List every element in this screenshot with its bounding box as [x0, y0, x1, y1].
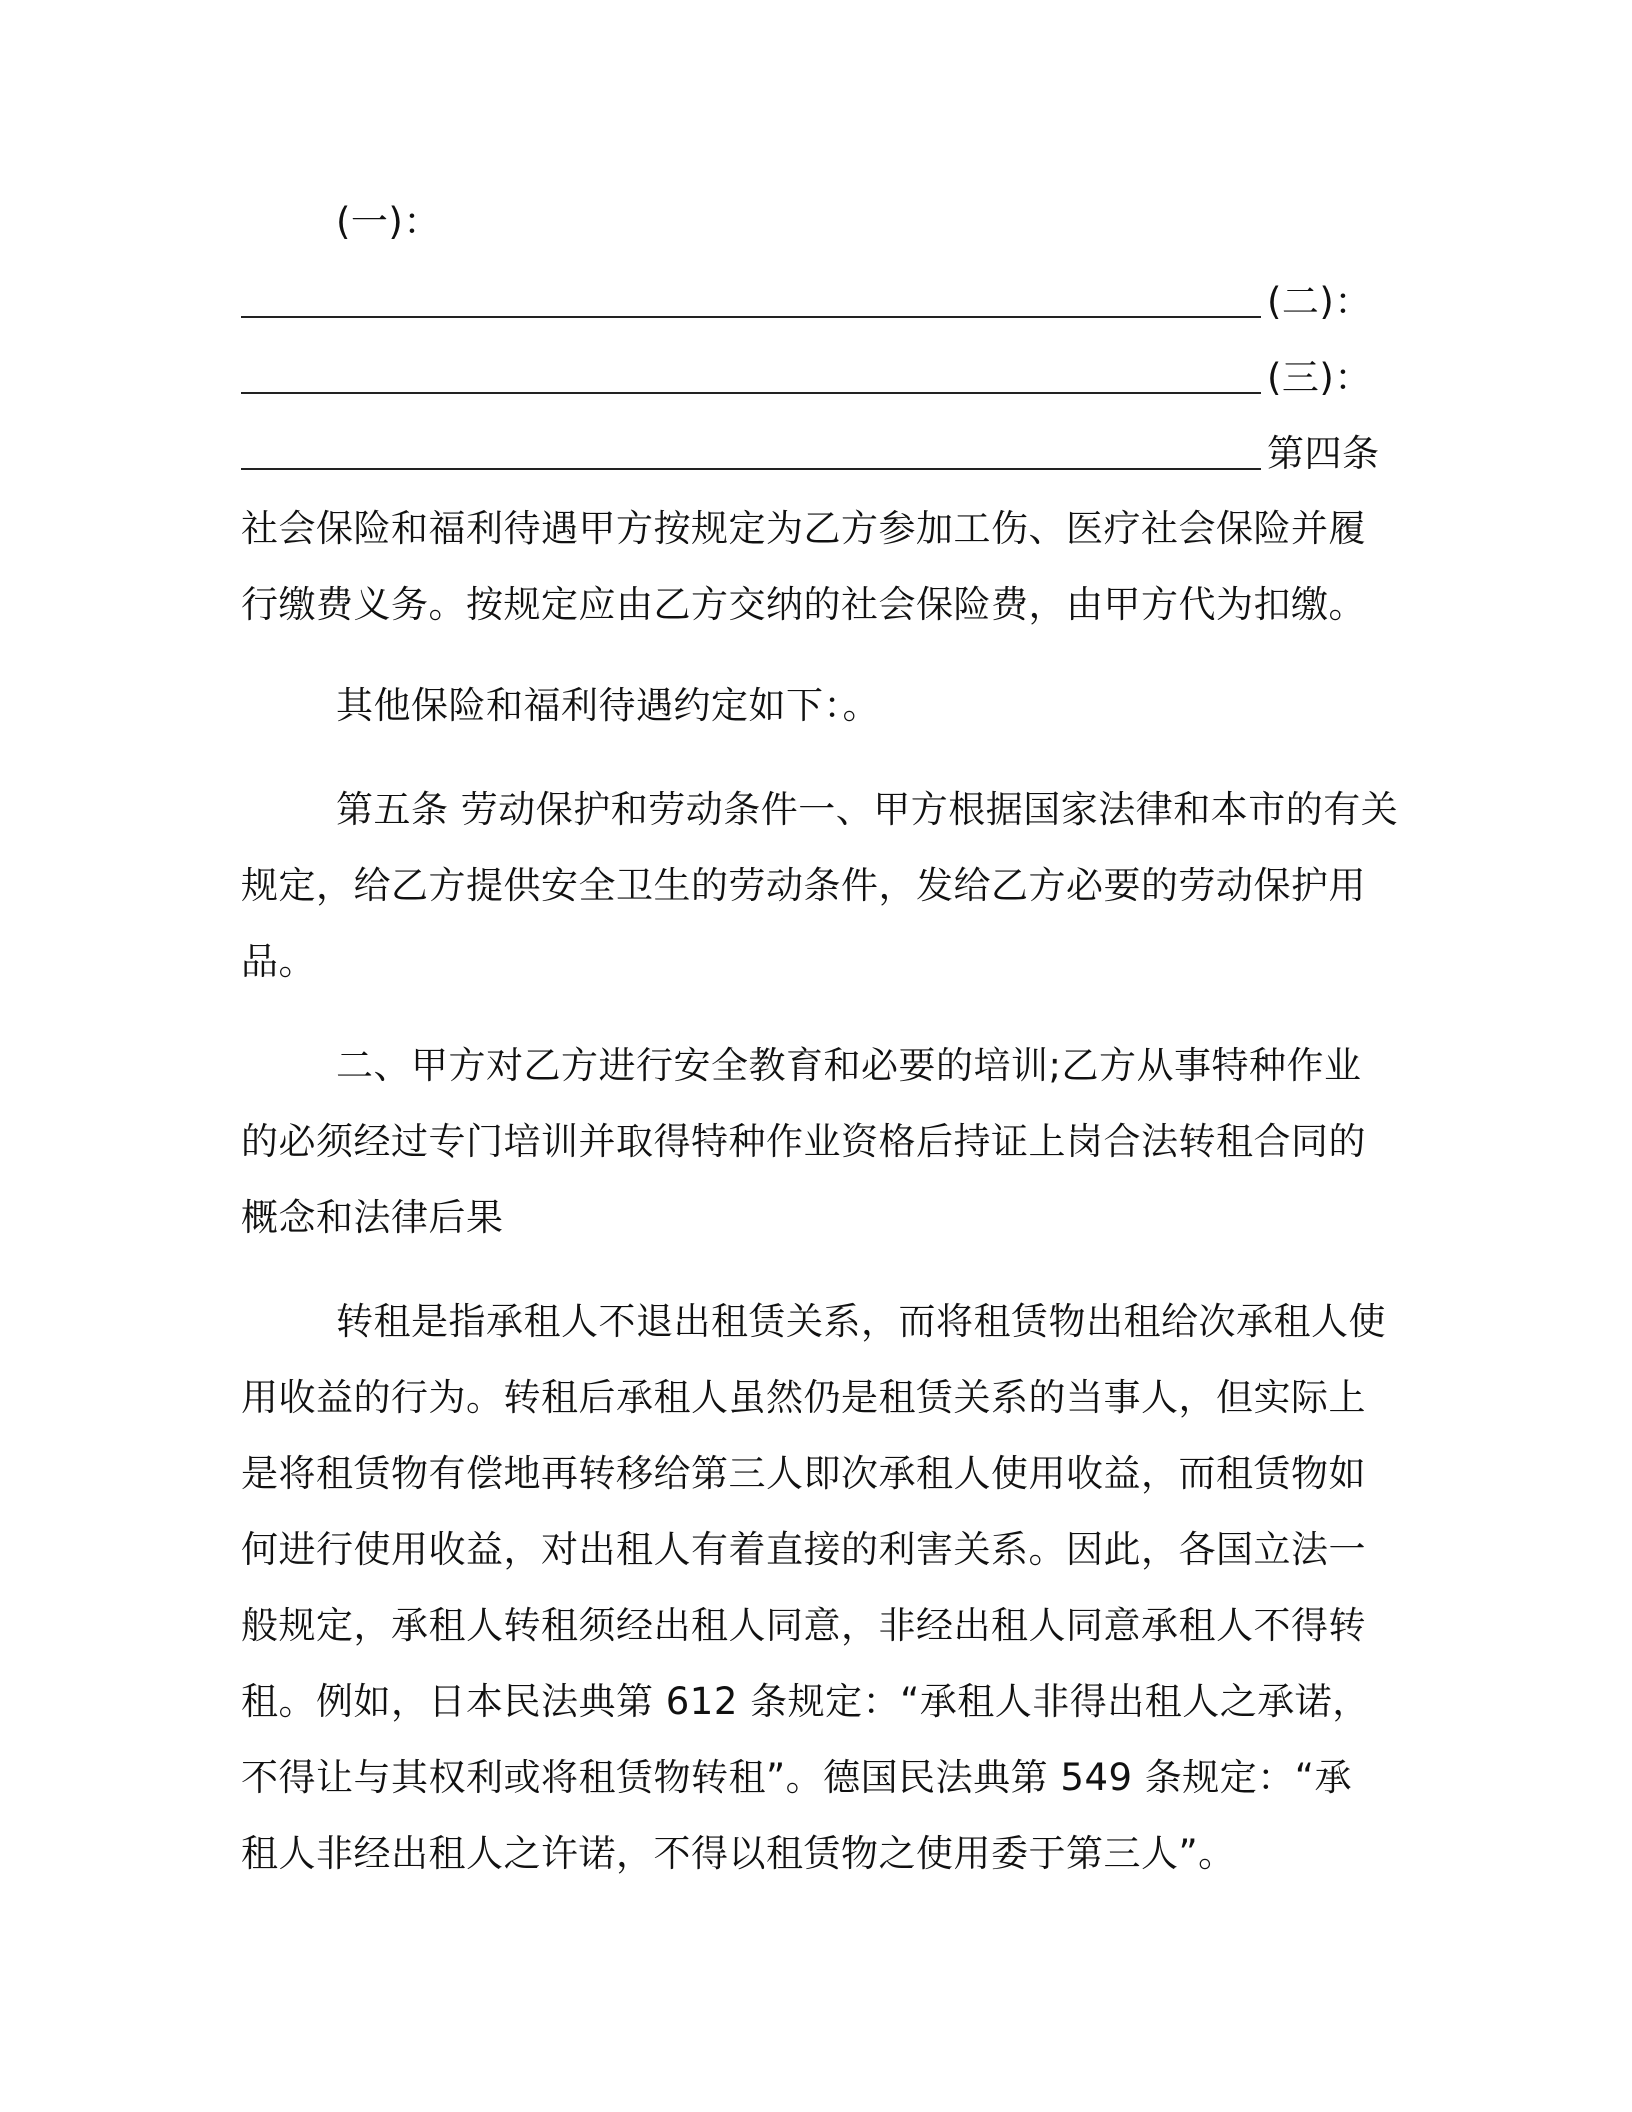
- paragraph-line: 概念和法律后果: [241, 1196, 504, 1239]
- paragraph-line: 用收益的行为。转租后承租人虽然仍是租赁关系的当事人，但实际上: [241, 1376, 1366, 1419]
- paragraph-line: 社会保险和福利待遇甲方按规定为乙方参加工伤、医疗社会保险并履: [241, 507, 1366, 550]
- fill-in-row-one: [241, 276, 1391, 328]
- paragraph-line: 其他保险和福利待遇约定如下：。: [336, 684, 880, 727]
- item-three-label: (三)：: [1267, 356, 1372, 399]
- fill-in-row-two: [241, 352, 1391, 404]
- article-four-title: 第四条: [1267, 432, 1380, 475]
- paragraph-line: 租。例如，日本民法典第 612 条规定：“承租人非得出租人之承诺，: [241, 1680, 1370, 1723]
- paragraph-line: 规定，给乙方提供安全卫生的劳动条件，发给乙方必要的劳动保护用: [241, 864, 1366, 907]
- paragraph-line: 不得让与其权利或将租赁物转租”。德国民法典第 549 条规定：“承: [241, 1756, 1352, 1799]
- blank-line: [241, 316, 1261, 318]
- paragraph-line: 是将租赁物有偿地再转移给第三人即次承租人使用收益，而租赁物如: [241, 1452, 1366, 1495]
- paragraph-line: 转租是指承租人不退出租赁关系，而将租赁物出租给次承租人使: [336, 1300, 1386, 1343]
- blank-line: [241, 392, 1261, 394]
- paragraph-line: 二、甲方对乙方进行安全教育和必要的培训;乙方从事特种作业: [336, 1044, 1362, 1087]
- blank-line: [241, 468, 1261, 470]
- item-two-label: (二)：: [1267, 280, 1372, 323]
- paragraph-line: 行缴费义务。按规定应由乙方交纳的社会保险费，由甲方代为扣缴。: [241, 583, 1366, 626]
- paragraph-line: 何进行使用收益，对出租人有着直接的利害关系。因此，各国立法一: [241, 1528, 1366, 1571]
- paragraph-line: 品。: [241, 940, 316, 983]
- paragraph-line: 的必须经过专门培训并取得特种作业资格后持证上岗合法转租合同的: [241, 1120, 1366, 1163]
- paragraph-line: 般规定，承租人转租须经出租人同意，非经出租人同意承租人不得转: [241, 1604, 1366, 1647]
- paragraph-line: 租人非经出租人之许诺，不得以租赁物之使用委于第三人”。: [241, 1832, 1236, 1875]
- paragraph-line: 第五条 劳动保护和劳动条件一、甲方根据国家法律和本市的有关: [336, 788, 1399, 831]
- item-one-label: (一)：: [336, 200, 441, 243]
- fill-in-row-three: [241, 428, 1391, 480]
